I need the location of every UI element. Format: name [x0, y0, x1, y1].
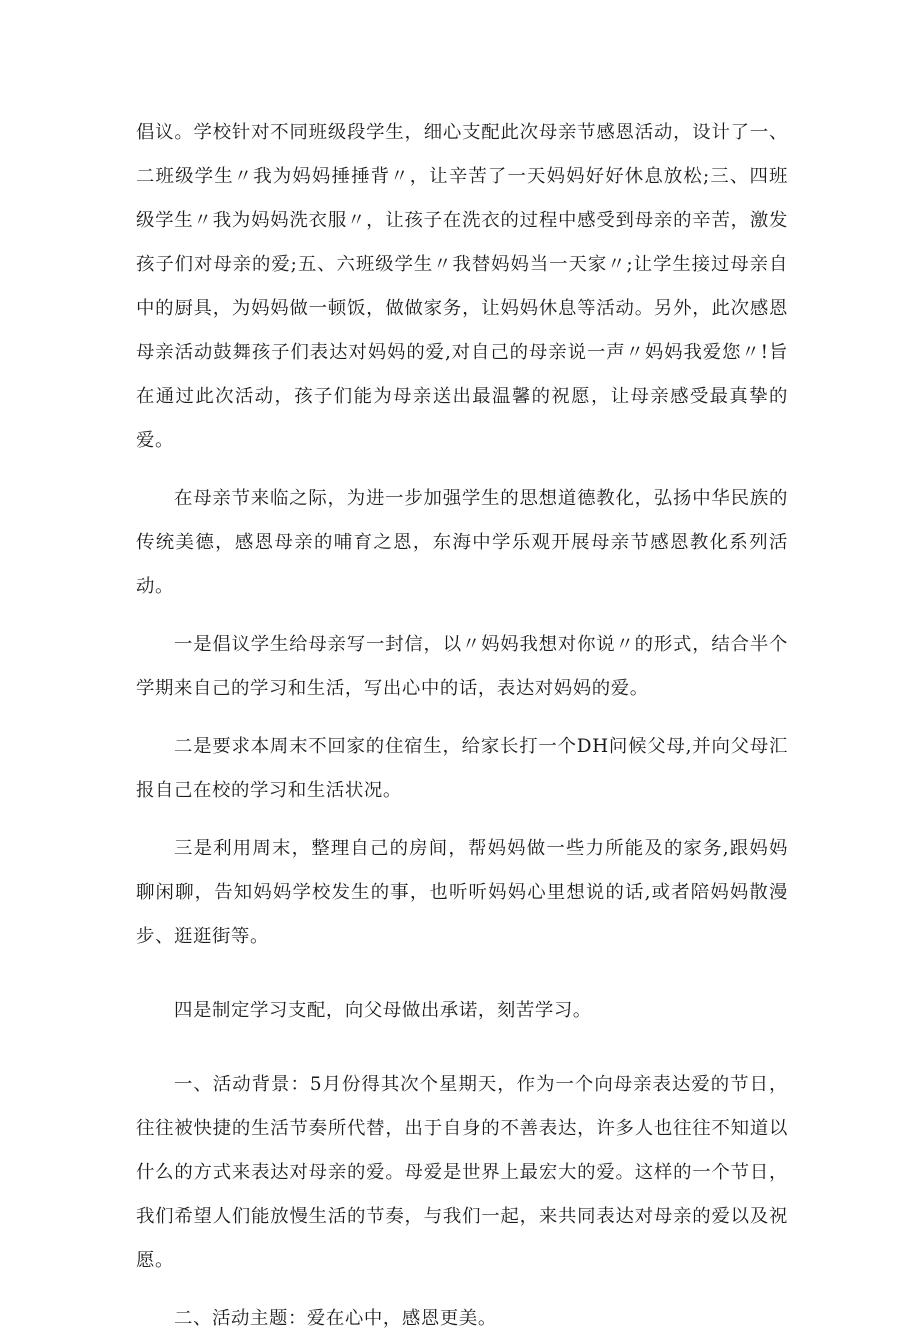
paragraph-activity-theme: 二、活动主题：爱在心中，感恩更美。 [174, 1308, 497, 1329]
paragraph-item-one: 一是倡议学生给母亲写一封信，以〃妈妈我想对你说〃的形式，结合半个学期来自己的学习和生活，写出心中的话，表达对妈妈的爱。 [136, 634, 788, 699]
paragraph-continuation: 倡议。学校针对不同班级段学生，细心支配此次母亲节感恩活动，设计了一、二班级学生〃我为妈妈捶捶背〃，让辛苦了一天妈妈好好休息放松;三、四班级学生〃我为妈妈洗衣服〃，让孩子在洗衣的过程中感受到母亲的辛苦，激发孩子们对母亲的爱;五、六班级学生〃我替妈妈当一天家〃;让学生接过母亲自中的厨具，为妈妈做一顿饭，做做家务，让妈妈休息等活动。另外，此次感恩母亲活动鼓舞孩子们表达对妈妈的爱,对自己的母亲说一声〃妈妈我爱您〃!旨在通过此次活动，孩子们能为母亲送出最温馨的祝愿，让母亲感受最真挚的爱。 [136, 122, 788, 451]
paragraph-intro: 在母亲节来临之际，为进一步加强学生的思想道德教化，弘扬中华民族的传统美德，感恩母亲的哺育之恩，东海中学乐观开展母亲节感恩教化系列活动。 [136, 488, 788, 597]
paragraph-item-four: 四是制定学习支配，向父母做出承诺，刻苦学习。 [174, 1000, 592, 1021]
paragraph-activity-background: 一、活动背景：5月份得其次个星期天，作为一个向母亲表达爱的节日，往往被快捷的生活节奏所代替，出于自身的不善表达，许多人也往往不知道以什么的方式来表达对母亲的爱。母爱是世界上最宏大的爱。这样的一个节日，我们希望人们能放慢生活的节奏，与我们一起，来共同表达对母亲的爱以及祝愿。 [136, 1074, 788, 1271]
paragraph-item-three: 三是利用周末，整理自己的房间，帮妈妈做一些力所能及的家务,跟妈妈聊闲聊，告知妈妈学校发生的事，也听听妈妈心里想说的话,或者陪妈妈散漫步、逛逛街等。 [136, 838, 788, 947]
paragraph-item-two: 二是要求本周末不回家的住宿生，给家长打一个DH问候父母,并向父母汇报自己在校的学习和生活状况。 [136, 736, 788, 801]
